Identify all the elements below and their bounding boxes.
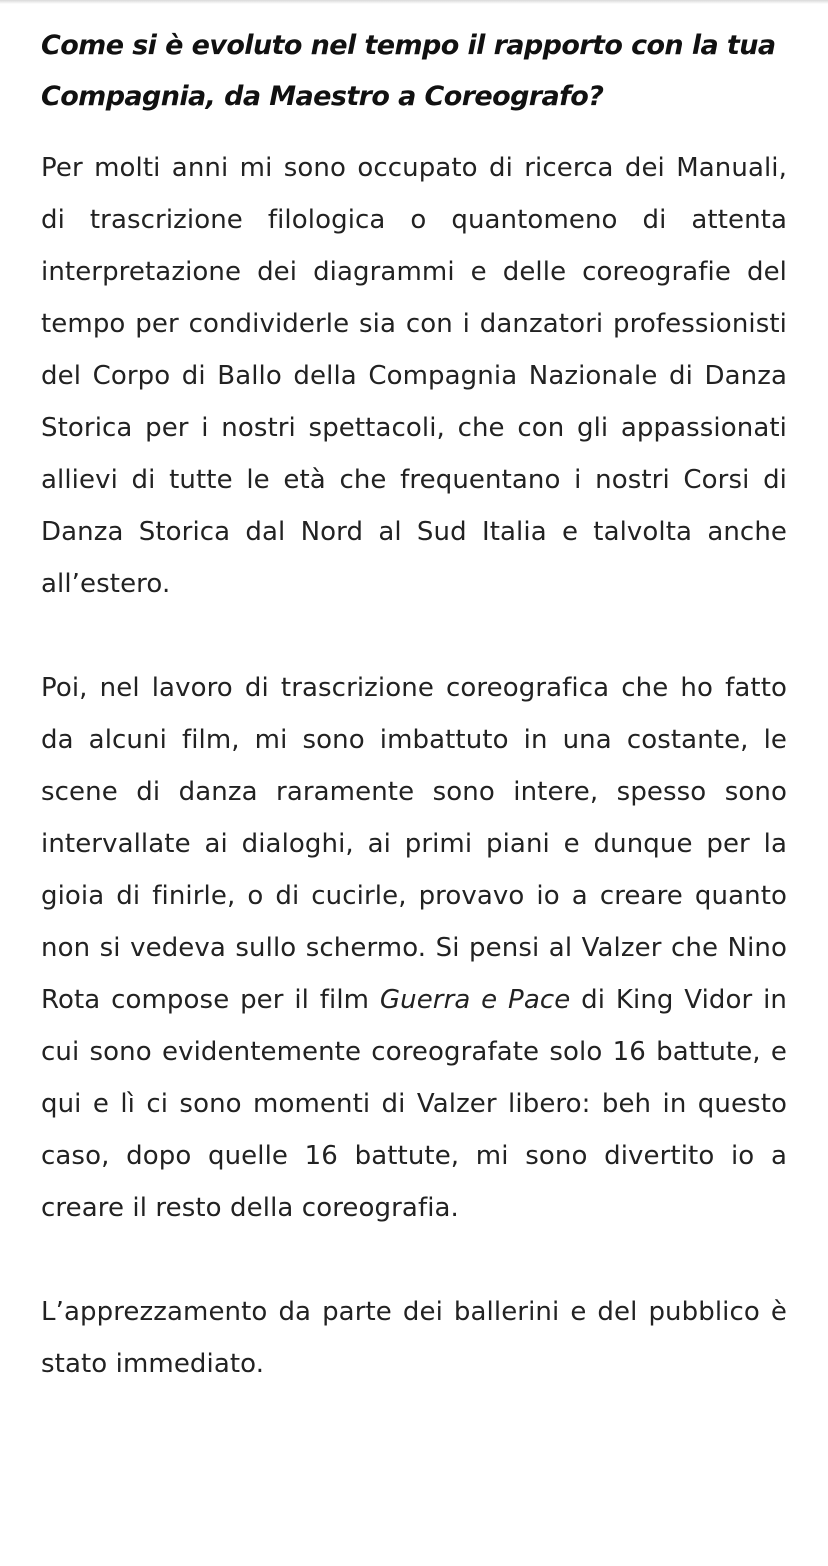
- paragraph-2-text-before: Poi, nel lavoro di trascrizione coreografica che ho fatto da alcuni film, mi sono imbattuto in una costante, le scene di danza raramente sono intere, spesso sono intervallate ai dialoghi, ai primi piani e dunque per la gioia di finirle, o di cucirle, provavo io a creare quanto non si vedeva sullo schermo. Si pensi al Valzer che Nino Rota compose per il film: [41, 673, 787, 1015]
- film-title: Guerra e Pace: [379, 985, 571, 1015]
- answer-paragraph-1: Per molti anni mi sono occupato di ricerca dei Manuali, di trascrizione filologica o quantomeno di attenta interpretazione dei diagrammi e delle coreografie del tempo per condividerle sia con i danzatori professionisti del Corpo di Ballo della Compagnia Nazionale di Danza Storica per i nostri spettacoli, che con gli appassionati allievi di tutte le età che frequentano i nostri Corsi di Danza Storica dal Nord al Sud Italia e talvolta anche all’estero.: [41, 153, 787, 599]
- paragraph-2-text-after: di King Vidor in cui sono evidentemente coreografate solo 16 battute, e qui e lì ci sono momenti di Valzer libero: beh in questo caso, dopo quelle 16 battute, mi sono divertito io a creare il resto della coreografia.: [41, 985, 788, 1223]
- top-divider-shadow: [0, 0, 828, 4]
- answer-paragraph-3: L’apprezzamento da parte dei ballerini e del pubblico è stato immediato.: [41, 1297, 787, 1379]
- interview-question: Come si è evoluto nel tempo il rapporto con la tua Compagnia, da Maestro a Coreografo?: [41, 30, 776, 112]
- interview-article: [41, 20, 787, 1390]
- answer-paragraph-2: [41, 662, 787, 1234]
